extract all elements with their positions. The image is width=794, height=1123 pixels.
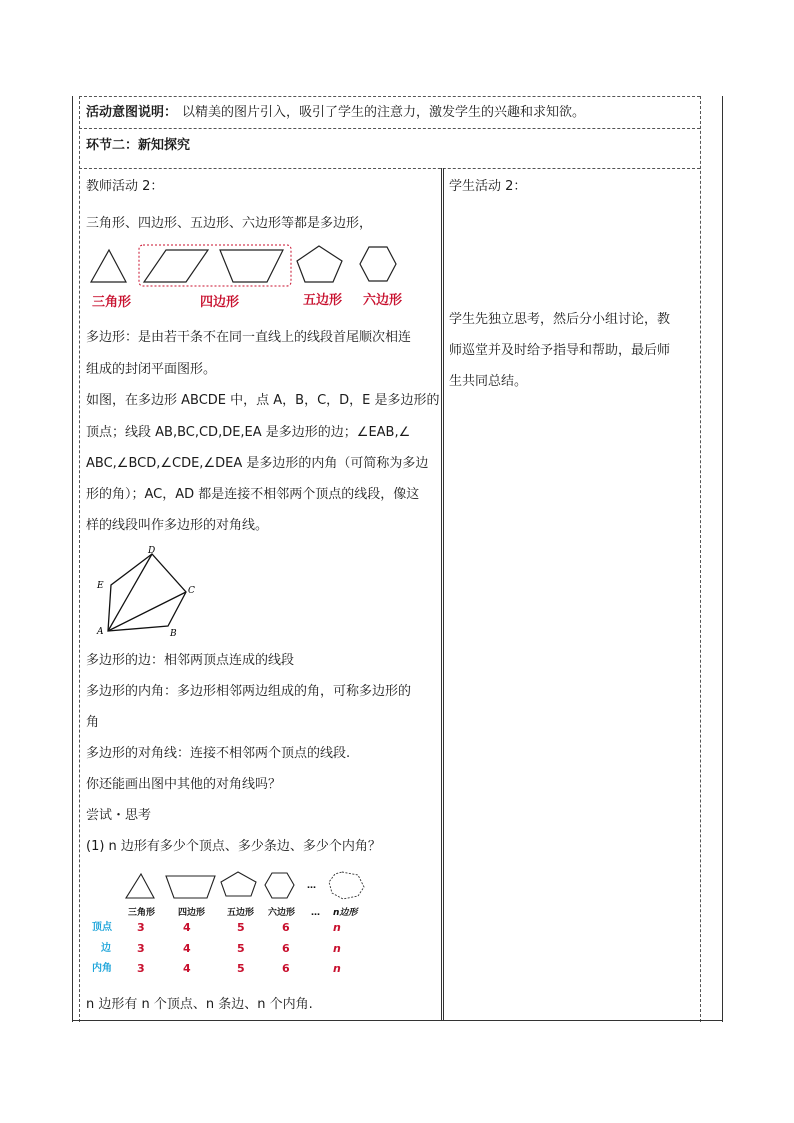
summary-line-4: 多边形的对角线：连接不相邻两个顶点的线段. xyxy=(86,746,351,761)
row-label-angles: 内角 xyxy=(92,963,112,974)
summary-line-1: 多边形的边：相邻两顶点连成的线段 xyxy=(86,653,295,668)
definition-line-4: 顶点；线段 AB,BC,CD,DE,EA 是多边形的边；∠EAB,∠ xyxy=(86,425,411,440)
summary-line-5: 你还能画出图中其他的对角线吗？ xyxy=(86,777,282,792)
vertex-e: E xyxy=(97,581,104,591)
vertex-a: A xyxy=(97,627,104,637)
section-title: 环节二：新知探究 xyxy=(86,138,191,153)
student-heading: 学生活动 2： xyxy=(449,179,527,194)
cell-vertices-4: 4 xyxy=(183,921,191,934)
cell-vertices-3: 3 xyxy=(137,921,145,934)
parallelogram-shape xyxy=(144,250,208,282)
summary-line-7: (1) n 边形有多少个顶点、多少条边、多少个内角？ xyxy=(86,839,381,854)
cell-sides-5: 5 xyxy=(237,942,245,955)
label-hexagon: 六边形 xyxy=(363,293,403,308)
conclusion-text: n 边形有 n 个顶点、n 条边、n 个内角. xyxy=(86,997,313,1012)
shapes-ellipsis: … xyxy=(307,881,316,891)
activity-intent-text: 以精美的图片引入，吸引了学生的注意力，激发学生的兴趣和求知欲。 xyxy=(182,105,586,120)
col-pentagon: 五边形 xyxy=(227,908,255,918)
vertex-d: D xyxy=(148,546,156,556)
cell-sides-4: 4 xyxy=(183,942,191,955)
label-pentagon: 五边形 xyxy=(303,293,343,308)
cell-vertices-6: 6 xyxy=(282,921,290,934)
col-quadrilateral: 四边形 xyxy=(178,908,206,918)
col-hexagon: 六边形 xyxy=(268,908,296,918)
definition-line-3: 如图，在多边形 ABCDE 中，点 A，B，C，D，E 是多边形的 xyxy=(86,393,440,408)
hexagon-shape xyxy=(360,247,396,281)
cell-sides-3: 3 xyxy=(137,942,145,955)
pentagon-shape xyxy=(297,246,342,282)
student-line-1: 学生先独立思考，然后分小组讨论，教 xyxy=(449,312,671,327)
summary-line-3: 角 xyxy=(86,715,100,730)
definition-line-5: ABC,∠BCD,∠CDE,∠DEA 是多边形的内角（可简称为多边 xyxy=(86,456,429,471)
summary-line-2: 多边形的内角：多边形相邻两边组成的角，可称多边形的 xyxy=(86,684,412,699)
ngon-shapes-figure xyxy=(120,868,380,902)
cell-vertices-n: n xyxy=(333,921,341,934)
polygon-shapes-figure xyxy=(86,242,416,292)
cell-angles-6: 6 xyxy=(282,962,290,975)
label-triangle: 三角形 xyxy=(92,295,132,310)
pentagon-abcde-diagram xyxy=(88,544,198,639)
student-line-3: 生共同总结。 xyxy=(449,374,528,389)
student-line-2: 师巡堂并及时给予指导和帮助，最后师 xyxy=(449,343,671,358)
col-ellipsis: … xyxy=(311,908,320,918)
row-label-sides: 边 xyxy=(101,943,111,954)
intro-text: 三角形、四边形、五边形、六边形等都是多边形， xyxy=(86,216,373,231)
vertex-b: B xyxy=(170,629,177,639)
row-label-vertices: 顶点 xyxy=(92,922,112,933)
cell-angles-3: 3 xyxy=(137,962,145,975)
activity-intent-label: 活动意图说明： xyxy=(86,105,178,120)
definition-line-6: 形的角）；AC，AD 都是连接不相邻两个顶点的线段，像这 xyxy=(86,487,420,502)
definition-line-7: 样的线段叫作多边形的对角线。 xyxy=(86,518,269,533)
triangle-shape xyxy=(91,250,126,282)
cell-vertices-5: 5 xyxy=(237,921,245,934)
col-ngon: n边形 xyxy=(333,908,358,918)
label-quadrilateral: 四边形 xyxy=(200,295,240,310)
cell-sides-n: n xyxy=(333,942,341,955)
summary-line-6: 尝试・思考 xyxy=(86,808,152,823)
teacher-heading: 教师活动 2： xyxy=(86,179,164,194)
cell-angles-n: n xyxy=(333,962,341,975)
definition-line-1: 多边形：是由若干条不在同一直线上的线段首尾顺次相连 xyxy=(86,330,412,345)
definition-line-2: 组成的封闭平面图形。 xyxy=(86,362,217,377)
vertex-c: C xyxy=(188,586,195,596)
cell-sides-6: 6 xyxy=(282,942,290,955)
cell-angles-4: 4 xyxy=(183,962,191,975)
col-triangle: 三角形 xyxy=(128,908,156,918)
cell-angles-5: 5 xyxy=(237,962,245,975)
trapezoid-shape xyxy=(220,250,283,282)
